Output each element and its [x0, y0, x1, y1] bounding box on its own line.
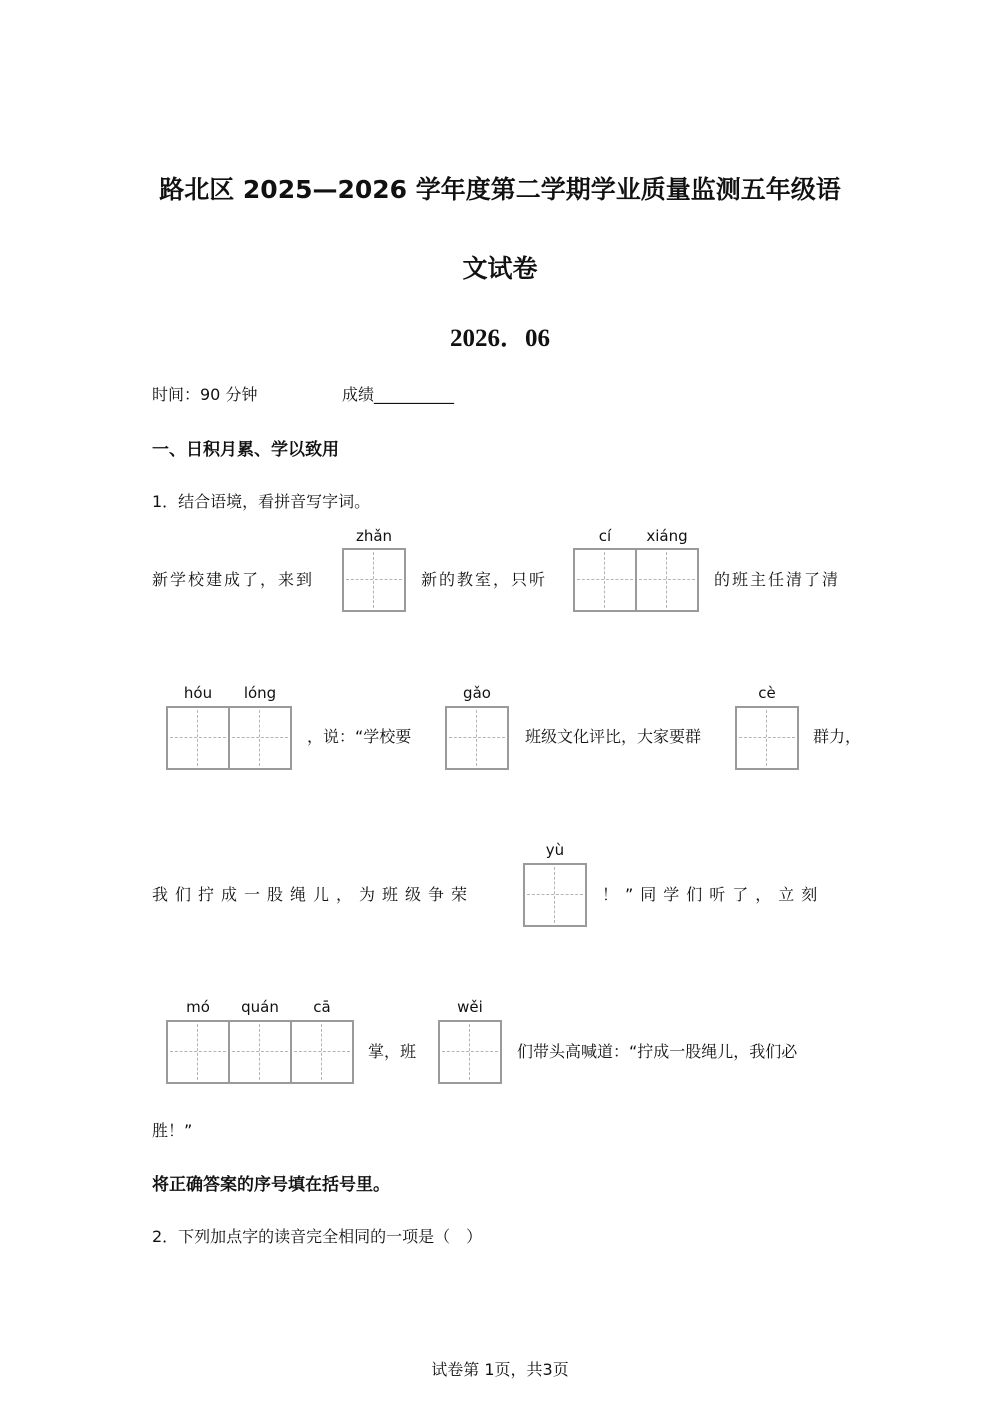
pinyin-label: mó [186, 998, 210, 1016]
answer-box[interactable] [228, 706, 292, 770]
pinyin-label: gǎo [463, 684, 491, 702]
pinyin-label: quán [241, 998, 279, 1016]
answer-box[interactable] [445, 706, 509, 770]
row2-text-a: ，说：“学校要 [307, 727, 412, 746]
pinyin-label: hóu [183, 684, 213, 702]
row1-text-c: 的班主任清了清 [714, 570, 841, 589]
answer-box[interactable] [573, 548, 637, 612]
answer-box[interactable] [228, 1020, 292, 1084]
row2-text-b: 班级文化评比，大家要群 [525, 727, 702, 746]
page-footer: 试卷第 1页，共3页 [431, 1360, 569, 1379]
answer-box[interactable] [735, 706, 799, 770]
score-label: 成绩__________ [342, 385, 455, 404]
pinyin-label: cè [758, 684, 776, 702]
page-title: 路北区 2025—2026 学年度第二学期学业质量监测五年级语 [159, 175, 841, 204]
answer-box[interactable] [635, 548, 699, 612]
pinyin-label: zhǎn [355, 527, 393, 545]
row4-text-a: 掌，班 [368, 1042, 417, 1061]
section-heading-2: 将正确答案的序号填在括号里。 [152, 1175, 390, 1195]
section-heading-1: 一、日积月累、学以致用 [152, 440, 339, 460]
answer-box[interactable] [438, 1020, 502, 1084]
page-title-continued: 文试卷 [462, 254, 538, 283]
question-1-prompt: 1．结合语境，看拼音写字词。 [152, 492, 371, 511]
row5-text: 胜！” [152, 1121, 193, 1140]
question-2-prompt: 2．下列加点字的读音完全相同的一项是（ ） [152, 1227, 483, 1246]
pinyin-label: xiáng [646, 527, 688, 545]
row2-text-c: 群力， [813, 727, 862, 746]
exam-date: 2026．06 [449, 325, 550, 352]
answer-box[interactable] [166, 706, 230, 770]
row4-text-b: 们带头高喊道：“拧成一股绳儿，我们必 [517, 1042, 798, 1061]
answer-box[interactable] [523, 863, 587, 927]
answer-box[interactable] [342, 548, 406, 612]
row3-text-b: ！”同学们听了，立刻 [602, 885, 825, 904]
pinyin-label: cí [598, 527, 612, 545]
pinyin-label: cā [313, 998, 331, 1016]
pinyin-label: lóng [243, 684, 277, 702]
row1-text-a: 新学校建成了，来到 [152, 570, 315, 589]
time-label: 时间：90 分钟 [152, 385, 258, 404]
pinyin-label: yù [545, 841, 565, 859]
row1-text-b: 新的教室，只听 [421, 570, 548, 589]
answer-box[interactable] [290, 1020, 354, 1084]
pinyin-label: wěi [457, 998, 483, 1016]
answer-box[interactable] [166, 1020, 230, 1084]
row3-text-a: 我们拧成一股绳儿，为班级争荣 [152, 885, 475, 904]
